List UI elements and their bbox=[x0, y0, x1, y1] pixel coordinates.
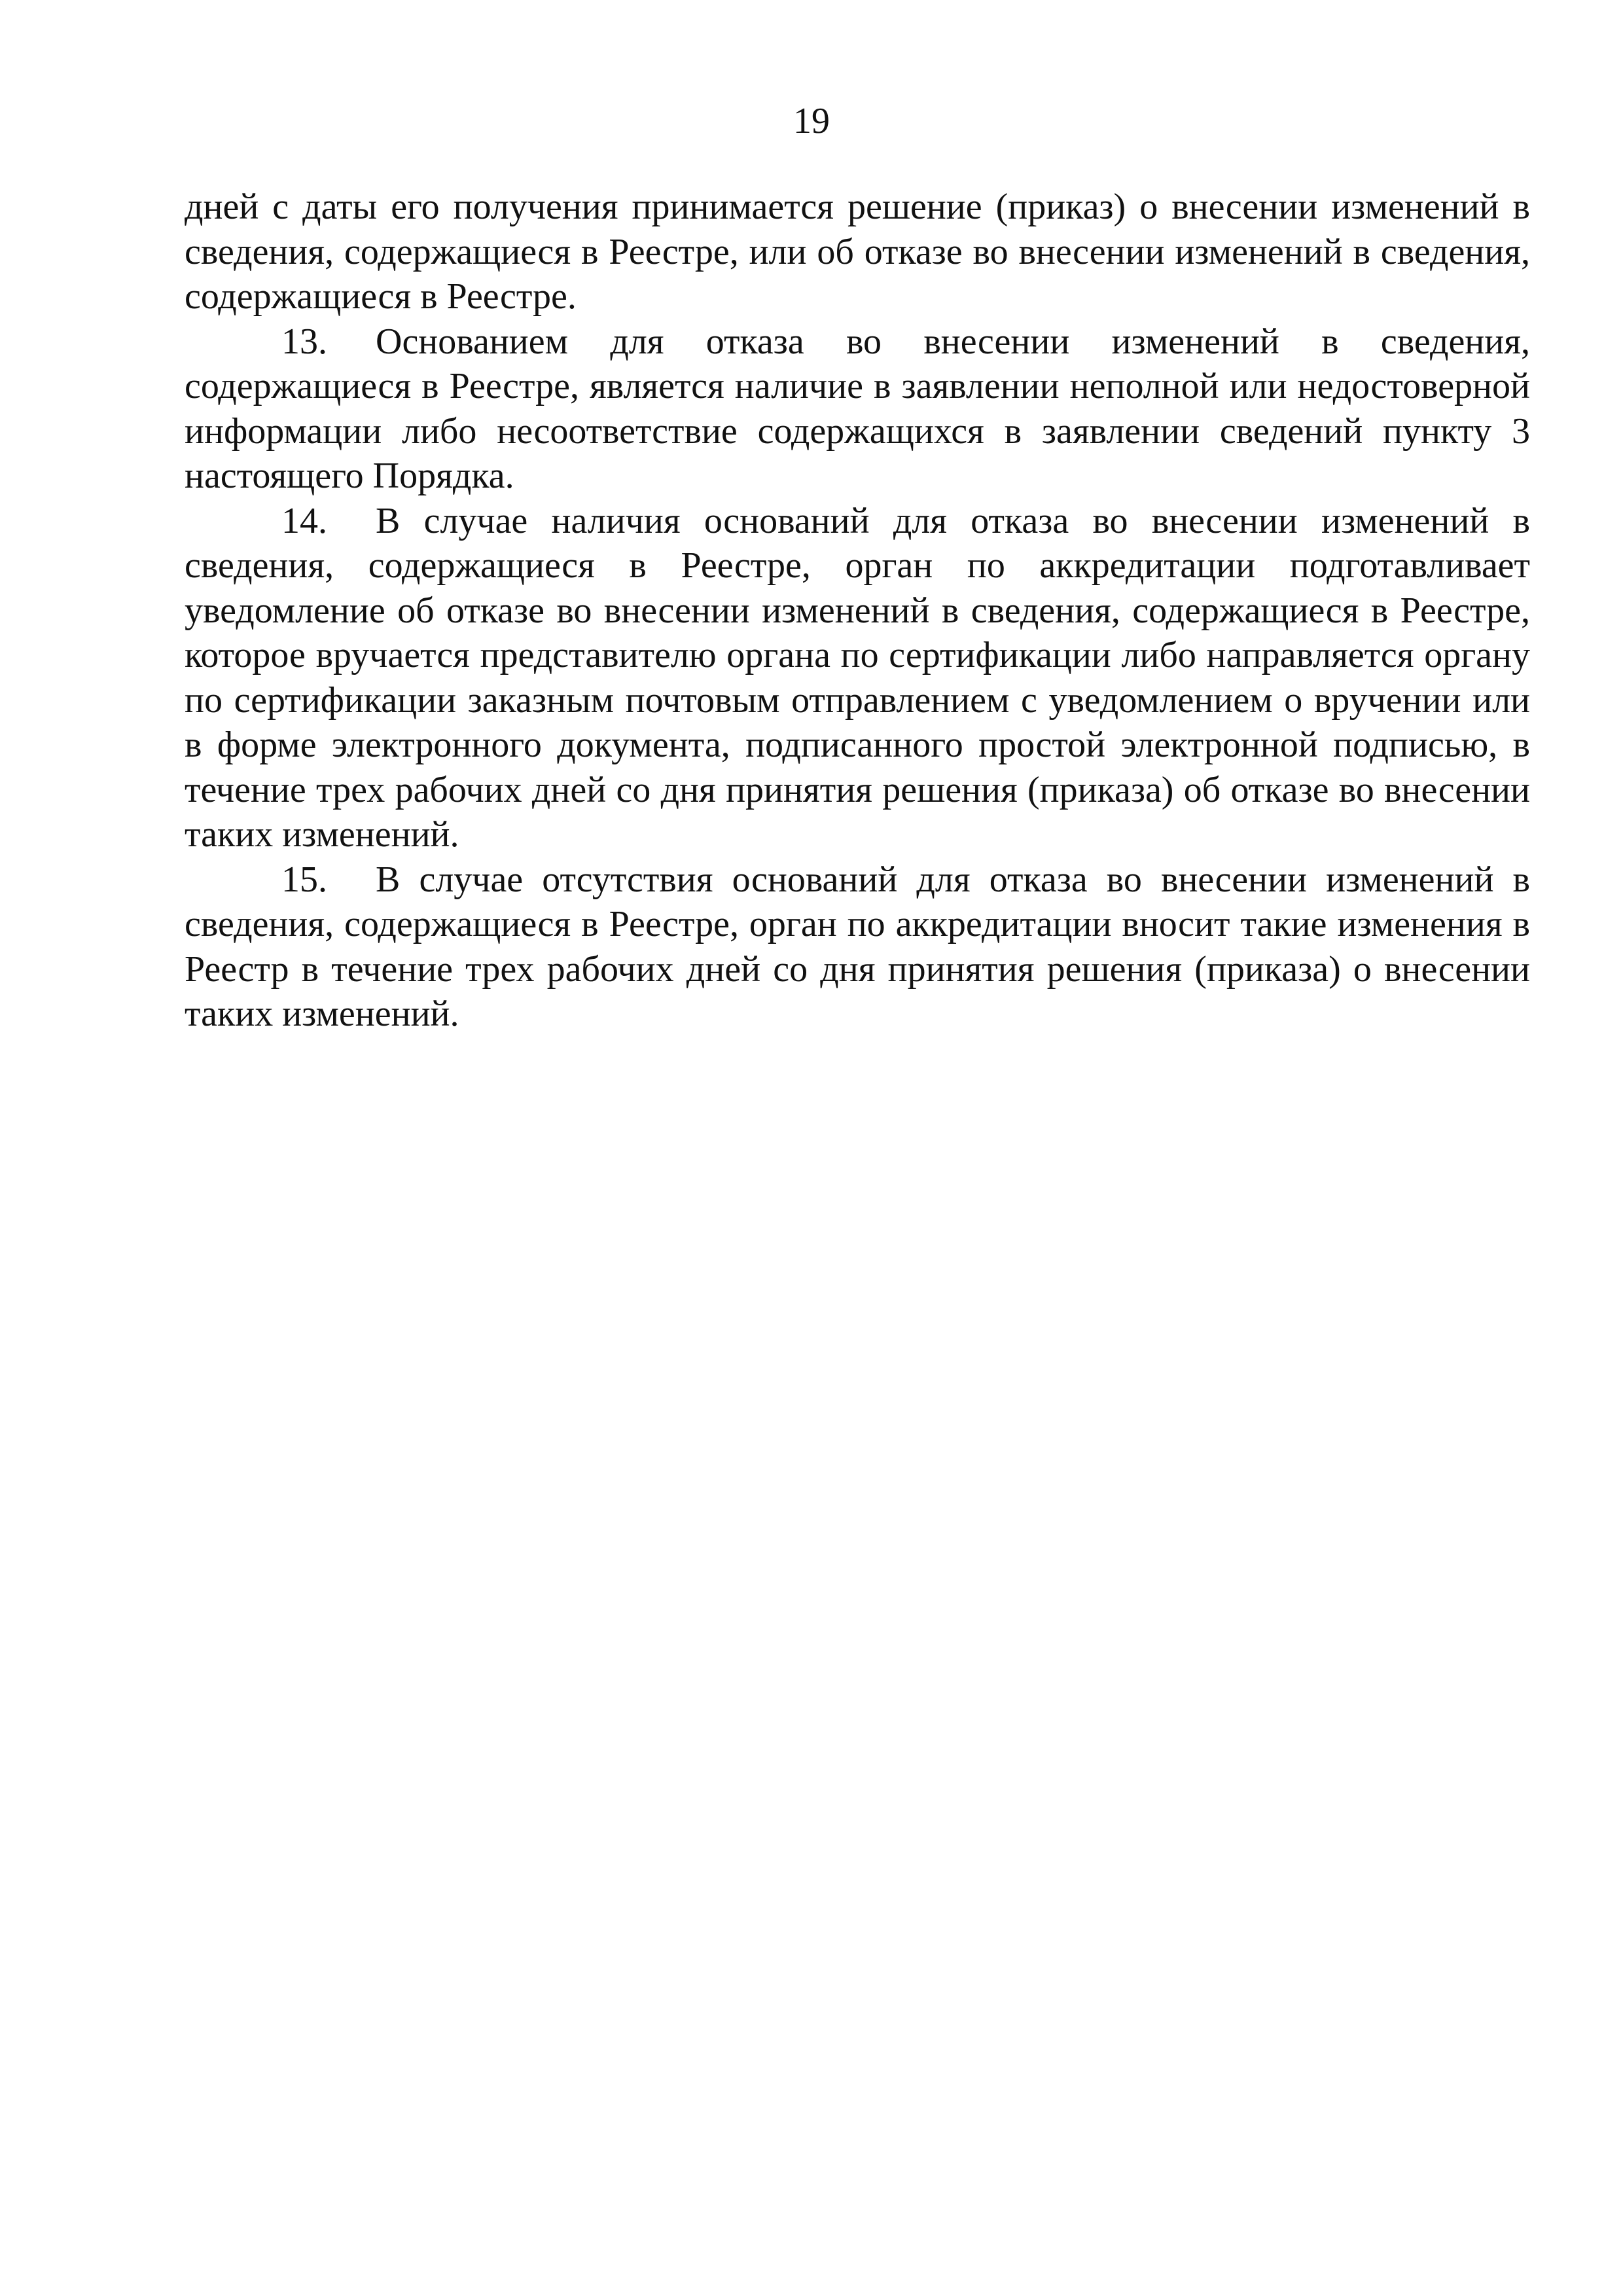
paragraph-15 bbox=[185, 857, 1530, 1037]
document-body bbox=[185, 185, 1530, 1037]
paragraph-text: В случае наличия оснований для отказа во внесении изменений в сведения, содержащиеся в Реестре, орган по аккредитации подготавливает уведомление об отказе во внесении изменений в сведения, содержащиеся в Реестре, которое вручается представителю органа по сертификации либо направляется органу по сертификации заказным почтовым отправлением с уведомлением о вручении или в форме электронного документа, подписанного простой электронной подписью, в течение трех рабочих дней со дня принятия решения (приказа) об отказе во внесении таких изменений. bbox=[185, 500, 1530, 855]
paragraph-13 bbox=[185, 319, 1530, 499]
paragraph-number: 13. bbox=[281, 321, 327, 362]
paragraph-text: В случае отсутствия оснований для отказа во внесении изменений в сведения, содержащиеся в Реестре, орган по аккредитации вносит такие изменения в Реестр в течение трех рабочих дней со дня принятия решения (приказа) о внесении таких изменений. bbox=[185, 859, 1530, 1034]
page-number: 19 bbox=[793, 101, 830, 141]
paragraph-text: дней с даты его получения принимается решение (приказ) о внесении изменений в сведения, содержащиеся в Реестре, или об отказе во внесении изменений в сведения, содержащиеся в Реестре. bbox=[185, 187, 1530, 317]
paragraph-14 bbox=[185, 499, 1530, 857]
paragraph-text: Основанием для отказа во внесении изменений в сведения, содержащиеся в Реестре, является наличие в заявлении неполной или недостоверной информации либо несоответствие содержащихся в заявлении сведений пункту 3 настоящего Порядка. bbox=[185, 321, 1530, 496]
paragraph-continuation bbox=[185, 185, 1530, 319]
paragraph-number: 14. bbox=[281, 500, 327, 541]
paragraph-number: 15. bbox=[281, 859, 327, 900]
